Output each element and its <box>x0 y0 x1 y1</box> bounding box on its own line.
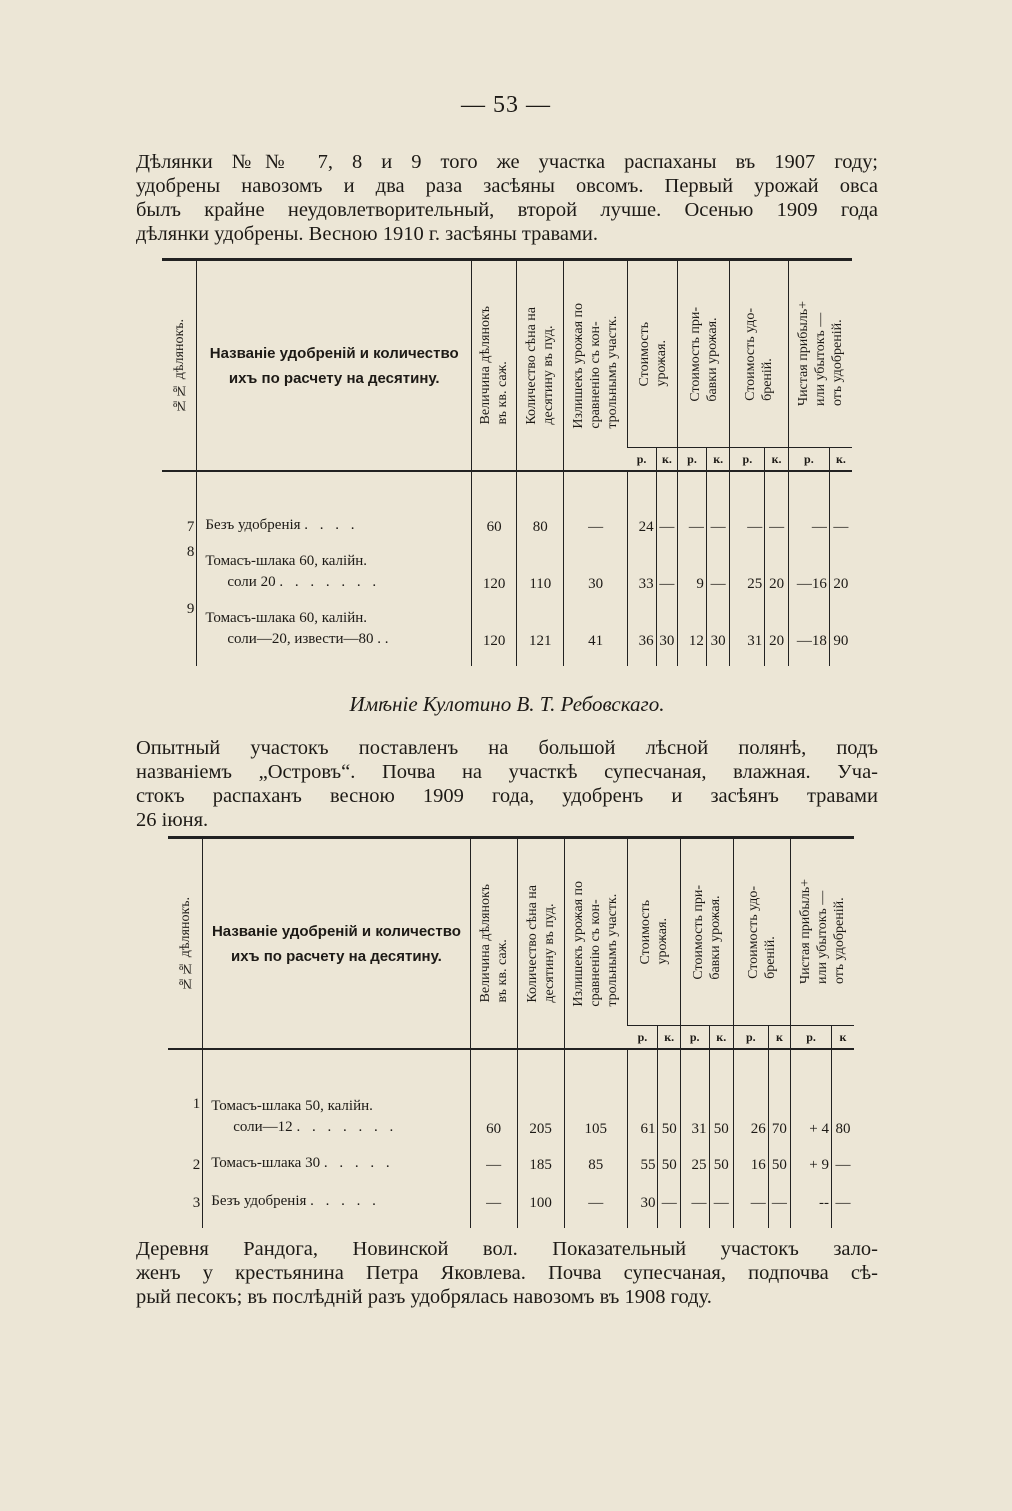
fertilizer-name: Безъ удобренія . . . . <box>197 492 472 536</box>
text-line: Опытный участокъ поставленъ на большой лѣсной полянѣ, подъ <box>136 737 878 759</box>
unit-kopecks: к. <box>658 1026 680 1050</box>
paragraph-randoga-village <box>136 1237 878 1309</box>
fertilizer-cost-rubles: 26 <box>734 1070 769 1138</box>
unit-rubles: р. <box>791 1026 832 1050</box>
fertilizer-cost-rubles: 31 <box>730 593 765 650</box>
net-profit-rubles: + 4 <box>791 1070 832 1138</box>
fertilizer-cost-kopecks: — <box>765 492 789 536</box>
paragraph-plots-7-9 <box>136 150 878 246</box>
text-line: 26 іюня. <box>136 809 209 831</box>
unit-kopecks: к <box>831 1026 854 1050</box>
unit-rubles: р. <box>734 1026 769 1050</box>
addition-cost-kopecks: — <box>709 1174 734 1212</box>
plot-number: 3 <box>192 1195 201 1211</box>
fertilizer-cost-rubles: — <box>730 492 765 536</box>
net-profit-kopecks: — <box>829 492 852 536</box>
plot-number: 1 <box>192 1096 201 1112</box>
table-row <box>162 593 852 650</box>
header-hay-amount: Количество сѣна на десятину въ пуд. <box>517 260 564 472</box>
unit-kopecks: к. <box>829 448 852 472</box>
text-line: Деревня Рандога, Новинской вол. Показательный участокъ зало- <box>136 1238 878 1260</box>
fertilizer-results-table-1 <box>162 258 852 666</box>
plot-number: 8 <box>186 544 195 560</box>
fertilizer-cost-kopecks: 20 <box>765 536 789 593</box>
addition-cost-kopecks: — <box>706 492 730 536</box>
addition-cost-rubles: — <box>678 492 707 536</box>
yield-surplus: — <box>564 492 628 536</box>
unit-rubles: р. <box>788 448 829 472</box>
plot-number: 2 <box>192 1157 201 1173</box>
header-yield-cost: Стоимость урожая. <box>627 260 677 448</box>
unit-rubles: р. <box>627 448 656 472</box>
table-row <box>162 492 852 536</box>
yield-cost-kopecks: 30 <box>656 593 678 650</box>
text-line: Дѣлянки №№ 7, 8 и 9 того же участка распаханы въ 1907 году; <box>136 151 878 173</box>
plot-number: 7 <box>186 519 195 535</box>
yield-cost-rubles: 36 <box>627 593 656 650</box>
yield-cost-rubles: 24 <box>627 492 656 536</box>
addition-cost-rubles: 12 <box>678 593 707 650</box>
header-addition-cost: Стоимость при- бавки урожая. <box>678 260 730 448</box>
net-profit-rubles: -- <box>791 1174 832 1212</box>
unit-kopecks: к. <box>709 1026 734 1050</box>
text-line: женъ у крестьянина Петра Яковлева. Почва супесчаная, подпочва сѣ- <box>136 1262 878 1284</box>
unit-rubles: р. <box>678 448 707 472</box>
addition-cost-rubles: 9 <box>678 536 707 593</box>
header-yield-cost: Стоимость урожая. <box>627 838 680 1026</box>
addition-cost-rubles: — <box>680 1174 709 1212</box>
fertilizer-cost-rubles: — <box>734 1174 769 1212</box>
yield-surplus: 85 <box>564 1138 627 1174</box>
fertilizer-cost-kopecks: — <box>768 1174 790 1212</box>
unit-kopecks: к <box>768 1026 790 1050</box>
header-fertilizer-cost: Стоимость удо- бреній. <box>734 838 791 1026</box>
section-heading: Имѣніе Кулотино В. Т. Ребовскаго. <box>349 692 665 716</box>
hay-amount: 121 <box>517 593 564 650</box>
header-fertilizer-cost: Стоимость удо- бреній. <box>730 260 788 448</box>
unit-kopecks: к. <box>765 448 789 472</box>
net-profit-rubles: + 9 <box>791 1138 832 1174</box>
net-profit-kopecks: 80 <box>831 1070 854 1138</box>
yield-cost-kopecks: — <box>658 1174 680 1212</box>
yield-cost-rubles: 33 <box>627 536 656 593</box>
fertilizer-results-table-2 <box>168 836 854 1228</box>
unit-rubles: р. <box>730 448 765 472</box>
unit-rubles: р. <box>627 1026 658 1050</box>
hay-amount: 205 <box>517 1070 564 1138</box>
net-profit-rubles: —16 <box>788 536 829 593</box>
net-profit-rubles: —18 <box>788 593 829 650</box>
net-profit-kopecks: 90 <box>829 593 852 650</box>
yield-cost-rubles: 55 <box>627 1138 658 1174</box>
table-row <box>162 536 852 593</box>
header-addition-cost: Стоимость при- бавки урожая. <box>680 838 733 1026</box>
table-row <box>168 1174 854 1212</box>
addition-cost-kopecks: 30 <box>706 593 730 650</box>
yield-surplus: 105 <box>564 1070 627 1138</box>
page-number: — 53 — <box>461 92 551 118</box>
unit-kopecks: к. <box>656 448 678 472</box>
plot-number: 9 <box>186 601 195 617</box>
fertilizer-name: Безъ удобренія . . . . . <box>203 1174 470 1212</box>
yield-cost-kopecks: 50 <box>658 1138 680 1174</box>
paragraph-experimental-plot <box>136 736 878 832</box>
plot-area: 120 <box>472 536 517 593</box>
yield-cost-kopecks: — <box>656 536 678 593</box>
yield-cost-kopecks: — <box>656 492 678 536</box>
yield-cost-kopecks: 50 <box>658 1070 680 1138</box>
hay-amount: 80 <box>517 492 564 536</box>
header-net-profit: Чистая прибыль+ или убытокъ — отъ удобреній. <box>788 260 852 448</box>
header-yield-surplus: Излишекъ урожая по сравненію съ кон- трольнымъ участк. <box>564 838 627 1050</box>
unit-rubles: р. <box>680 1026 709 1050</box>
text-line: удобрены навозомъ и два раза засѣяны овсомъ. Первый урожай овса <box>136 175 878 197</box>
net-profit-rubles: — <box>788 492 829 536</box>
net-profit-kopecks: 20 <box>829 536 852 593</box>
text-line: былъ крайне неудовлетворительный, второй лучше. Осенью 1909 года <box>136 199 878 221</box>
hay-amount: 110 <box>517 536 564 593</box>
plot-area: — <box>470 1174 517 1212</box>
fertilizer-cost-kopecks: 20 <box>765 593 789 650</box>
yield-surplus: 41 <box>564 593 628 650</box>
fertilizer-name: Томасъ-шлака 50, калійн. соли—12 . . . . . . . <box>203 1070 470 1138</box>
header-plot-area: Величина дѣлянокъ въ кв. саж. <box>470 838 517 1050</box>
fertilizer-name: Томасъ-шлака 30 . . . . . <box>203 1138 470 1174</box>
yield-surplus: 30 <box>564 536 628 593</box>
header-plot-number: №№ дѣлянокъ. <box>168 838 203 1050</box>
addition-cost-rubles: 25 <box>680 1138 709 1174</box>
text-line: рый песокъ; въ послѣдній разъ удобрялась навозомъ въ 1908 году. <box>136 1286 712 1308</box>
fertilizer-cost-rubles: 16 <box>734 1138 769 1174</box>
hay-amount: 185 <box>517 1138 564 1174</box>
fertilizer-cost-kopecks: 70 <box>768 1070 790 1138</box>
addition-cost-kopecks: 50 <box>709 1138 734 1174</box>
header-fertilizer-name: Названіе удобреній и количество ихъ по расчету на десятину. <box>203 838 470 1050</box>
net-profit-kopecks: — <box>831 1138 854 1174</box>
table-row <box>168 1138 854 1174</box>
fertilizer-name: Томасъ-шлака 60, калійн. соли—20, извести—80 . . <box>197 593 472 650</box>
text-line: дѣлянки удобрены. Весною 1910 г. засѣяны травами. <box>136 223 599 245</box>
unit-kopecks: к. <box>706 448 730 472</box>
header-plot-number: №№ дѣлянокъ. <box>162 260 197 472</box>
header-hay-amount: Количество сѣна на десятину въ пуд. <box>517 838 564 1050</box>
text-line: названіемъ „Островъ“. Почва на участкѣ супесчаная, влажная. Уча- <box>136 761 878 783</box>
header-plot-area: Величина дѣлянокъ въ кв. саж. <box>472 260 517 472</box>
table-row <box>168 1070 854 1138</box>
text-line: стокъ распаханъ весною 1909 года, удобренъ и засѣянъ травами <box>136 785 878 807</box>
addition-cost-kopecks: 50 <box>709 1070 734 1138</box>
yield-cost-rubles: 61 <box>627 1070 658 1138</box>
net-profit-kopecks: — <box>831 1174 854 1212</box>
yield-cost-rubles: 30 <box>627 1174 658 1212</box>
plot-area: 120 <box>472 593 517 650</box>
plot-area: 60 <box>472 492 517 536</box>
fertilizer-cost-kopecks: 50 <box>768 1138 790 1174</box>
header-fertilizer-name: Названіе удобреній и количество ихъ по расчету на десятину. <box>197 260 472 472</box>
addition-cost-rubles: 31 <box>680 1070 709 1138</box>
yield-surplus: — <box>564 1174 627 1212</box>
plot-area: — <box>470 1138 517 1174</box>
plot-area: 60 <box>470 1070 517 1138</box>
hay-amount: 100 <box>517 1174 564 1212</box>
fertilizer-cost-rubles: 25 <box>730 536 765 593</box>
header-yield-surplus: Излишекъ урожая по сравненію съ кон- трольнымъ участк. <box>564 260 628 472</box>
header-net-profit: Чистая прибыль+ или убытокъ — отъ удобреній. <box>791 838 854 1026</box>
addition-cost-kopecks: — <box>706 536 730 593</box>
fertilizer-name: Томасъ-шлака 60, калійн. соли 20 . . . . . . . <box>197 536 472 593</box>
